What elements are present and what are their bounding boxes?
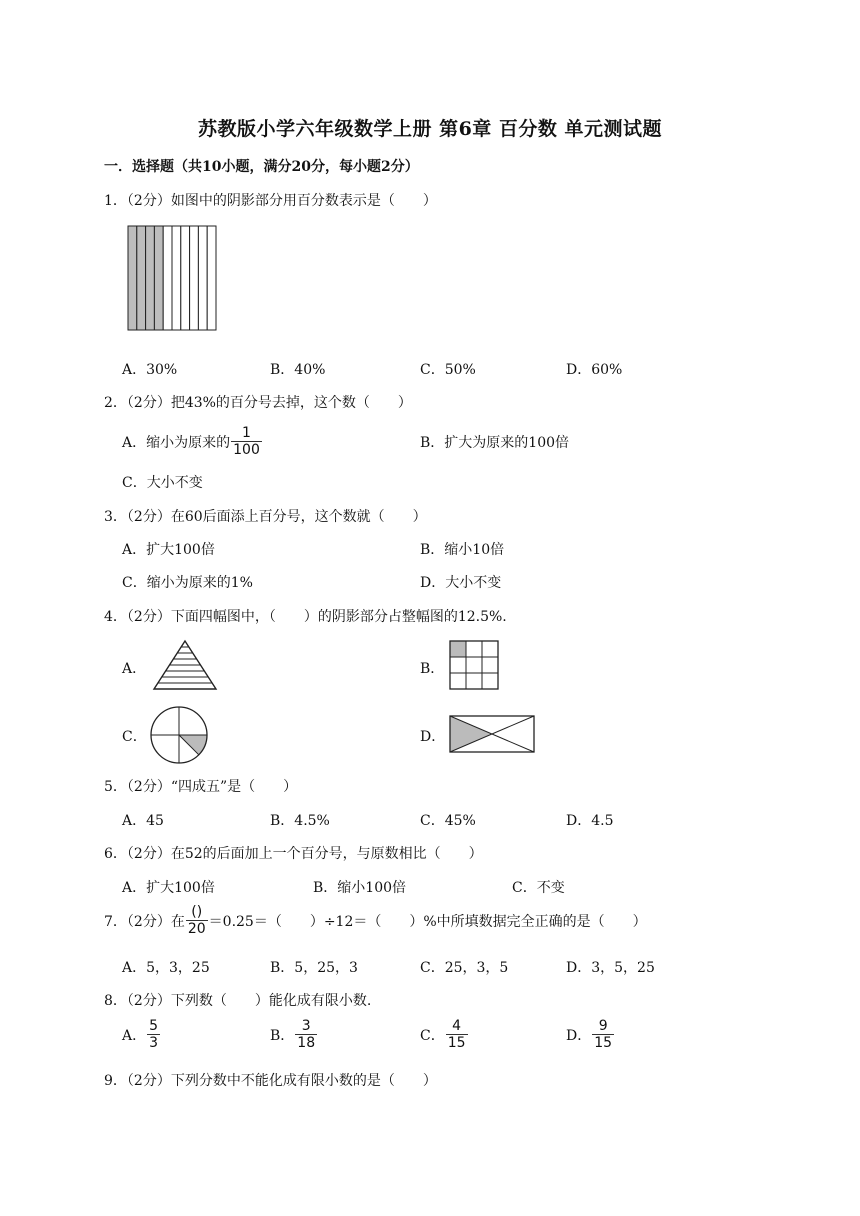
question-8: 8．（2分）下列数（ ）能化成有限小数.	[104, 993, 372, 1009]
q4-option-a[interactable]: A．	[122, 661, 147, 677]
q4-option-d[interactable]: D．	[420, 729, 446, 745]
q6-option-b[interactable]: B．缩小100倍	[313, 880, 407, 896]
shaded-stripe	[154, 226, 163, 330]
question-7	[104, 904, 647, 937]
question-7-prefix: 7．（2分）在	[104, 913, 185, 930]
fraction-denominator: 15	[594, 1035, 613, 1051]
stripe	[181, 226, 190, 330]
q4-grid-figure	[448, 639, 500, 691]
fraction-denominator: 3	[149, 1035, 159, 1051]
q1-stripe-figure	[124, 222, 220, 334]
fraction-numerator: 1	[242, 425, 251, 441]
q1-option-c[interactable]: C．50%	[420, 362, 476, 378]
stripe	[207, 226, 216, 330]
shaded-stripe	[146, 226, 155, 330]
fraction	[295, 1018, 317, 1051]
q2-option-a-text: A．缩小为原来的	[122, 434, 231, 451]
question-3: 3．（2分）在60后面添上百分号，这个数就（ ）	[104, 509, 427, 525]
stripe	[190, 226, 199, 330]
q5-option-d[interactable]: D．4.5	[566, 813, 614, 829]
fraction-numerator: 9	[598, 1018, 608, 1034]
fraction	[147, 1018, 160, 1051]
question-1: 1．（2分）如图中的阴影部分用百分数表示是（ ）	[104, 193, 437, 209]
question-9: 9．（2分）下列分数中不能化成有限小数的是（ ）	[104, 1073, 437, 1089]
q8-option-a[interactable]	[122, 1018, 161, 1051]
q4-option-b[interactable]: B．	[420, 661, 445, 677]
q5-option-c[interactable]: C．45%	[420, 813, 476, 829]
shaded-stripe	[128, 226, 137, 330]
q8-option-d[interactable]	[566, 1018, 615, 1051]
section-heading: 一．选择题（共10小题，满分20分，每小题2分）	[104, 159, 419, 175]
question-2: 2．（2分）把43%的百分号去掉，这个数（ ）	[104, 395, 412, 411]
fraction	[592, 1018, 614, 1051]
q1-option-a[interactable]: A．30%	[122, 362, 178, 378]
q6-option-c[interactable]: C．不变	[512, 880, 565, 896]
fraction-numerator: 4	[452, 1018, 462, 1034]
q8-option-b[interactable]	[270, 1018, 318, 1051]
q5-option-a[interactable]: A．45	[122, 813, 164, 829]
fraction-denominator: 15	[447, 1035, 466, 1051]
q8-option-d-label: D．	[566, 1027, 592, 1044]
stripe	[198, 226, 207, 330]
question-4: 4．（2分）下面四幅图中，（ ）的阴影部分占整幅图的12.5%.	[104, 609, 507, 625]
q7-option-d[interactable]: D．3，5，25	[566, 960, 655, 976]
page-title: 苏教版小学六年级数学上册 第6章 百分数 单元测试题	[197, 118, 663, 140]
q7-option-a[interactable]: A．5，3，25	[122, 960, 210, 976]
fraction-denominator: 20	[187, 921, 206, 937]
q8-option-a-label: A．	[122, 1027, 147, 1044]
q8-option-c[interactable]	[420, 1018, 469, 1051]
fraction-numerator: 3	[301, 1018, 311, 1034]
fraction	[446, 1018, 468, 1051]
q8-option-c-label: C．	[420, 1027, 445, 1044]
q2-option-b[interactable]: B．扩大为原来的100倍	[420, 435, 570, 451]
q2-option-c[interactable]: C．大小不变	[122, 475, 203, 491]
q1-option-d[interactable]: D．60%	[566, 362, 623, 378]
question-7-suffix: ＝0.25＝（ ）÷12＝（ ）%中所填数据完全正确的是（ ）	[208, 913, 647, 930]
fraction-numerator: 5	[149, 1018, 159, 1034]
q3-option-b[interactable]: B．缩小10倍	[420, 542, 505, 558]
fraction-denominator: 18	[297, 1035, 316, 1051]
q3-option-c[interactable]: C．缩小为原来的1%	[122, 575, 253, 591]
shaded-stripe	[137, 226, 146, 330]
fraction-denominator: 100	[233, 442, 260, 458]
q4-circle-figure	[148, 704, 210, 766]
fraction	[231, 425, 262, 458]
q2-option-a[interactable]	[122, 425, 263, 458]
question-6: 6．（2分）在52的后面加上一个百分号，与原数相比（ ）	[104, 846, 483, 862]
q4-option-c[interactable]: C．	[122, 729, 147, 745]
question-5: 5．（2分）“四成五”是（ ）	[104, 779, 298, 795]
q1-option-b[interactable]: B．40%	[270, 362, 326, 378]
q3-option-d[interactable]: D．大小不变	[420, 575, 502, 591]
q3-option-a[interactable]: A．扩大100倍	[122, 542, 215, 558]
stripe	[163, 226, 172, 330]
q8-option-b-label: B．	[270, 1027, 295, 1044]
q6-option-a[interactable]: A．扩大100倍	[122, 880, 215, 896]
fraction	[186, 904, 208, 937]
q7-option-c[interactable]: C．25，3，5	[420, 960, 509, 976]
stripe	[172, 226, 181, 330]
q5-option-b[interactable]: B．4.5%	[270, 813, 330, 829]
q7-option-b[interactable]: B．5，25，3	[270, 960, 358, 976]
q4-rectangle-figure	[448, 714, 536, 754]
q4-triangle-figure	[150, 638, 220, 692]
fraction-numerator: ()	[191, 904, 203, 920]
